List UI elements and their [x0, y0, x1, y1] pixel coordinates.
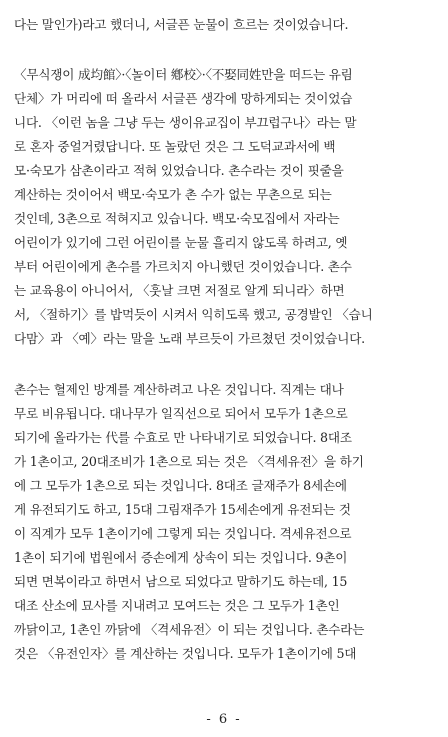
text-line: 다는 말인가)라고 했더니, 서글픈 눈물이 흐르는 것이었습니다.: [14, 17, 349, 32]
text-line: 로 혼자 중얼거렸답니다. 또 놀랐던 것은 그 도덕교과서에 백: [14, 139, 336, 154]
text-line: 것은 〈유전인자〉를 계산하는 것입니다. 모두가 1촌이기에 5대: [14, 646, 357, 661]
text-line: 에 그 모두가 1촌으로 되는 것입니다. 8대조 글재주가 8세손에: [14, 478, 347, 493]
text-line: 단체〉가 머리에 떠 올라서 서글픈 생각에 망하게되는 것이었습: [14, 91, 353, 106]
text-line: 〈무식쟁이 成均館〉·〈놀이터 鄕校〉·〈不娶同姓만을 떠드는 유림: [14, 67, 353, 82]
page-number: - 6 -: [206, 712, 242, 727]
text-line: 1촌이 되기에 법원에서 증손에게 상속이 되는 것입니다. 9촌이: [14, 550, 348, 565]
text-line: 까닭이고, 1촌인 까닭에 〈격세유전〉이 되는 것입니다. 촌수라는: [14, 622, 365, 637]
text-line: 서, 〈절하기〉를 밥먹듯이 시켜서 익히도록 했고, 공경발인 〈습니: [14, 307, 373, 322]
text-line: 대조 산소에 묘사를 지내려고 모여드는 것은 그 모두가 1촌인: [14, 598, 340, 613]
text-line: 는 교육용이 아니어서, 〈훗날 크면 저절로 알게 되니라〉하면: [14, 283, 345, 298]
text-line: 이 직계가 모두 1촌이기에 그렇게 되는 것입니다. 격세유전으로: [14, 526, 352, 541]
text-line: 게 유전되기도 하고, 15대 그림재주가 15세손에게 유전되는 것: [14, 502, 351, 517]
text-line: 무로 비유됩니다. 대나무가 일직선으로 되어서 모두가 1촌으로: [14, 406, 348, 421]
text-line: 되기에 올라가는 代를 수효로 만 나타내기로 되었습니다. 8대조: [14, 430, 352, 445]
text-line: 촌수는 혈제인 방계를 계산하려고 나온 것입니다. 직계는 대나: [14, 382, 344, 397]
text-line: 다맘〉과 〈예〉라는 말을 노래 부르듯이 가르쳤던 것이었습니다.: [14, 331, 365, 346]
text-line: 계산하는 것이어서 백모·숙모가 촌 수가 없는 무촌으로 되는: [14, 187, 332, 202]
text-line: 니다. 〈이런 놈을 그냥 두는 생이유교집이 부끄럽구나〉라는 말: [14, 115, 357, 130]
text-line: 가 1촌이고, 20대조비가 1촌으로 되는 것은 〈격세유전〉을 하기: [14, 454, 364, 469]
text-line: 것인데, 3촌으로 적혀지고 있습니다. 백모·숙모집에서 자라는: [14, 211, 340, 226]
text-line: 어린이가 있기에 그런 어린이를 눈물 흘리지 않도록 하려고, 옛: [14, 235, 348, 250]
text-line: 모·숙모가 삼촌이라고 적혀 있었습니다. 촌수라는 것이 핏줄을: [14, 163, 344, 178]
text-line: 부터 어린이에게 촌수를 가르치지 아니했던 것이었습니다. 촌수: [14, 259, 352, 274]
text-line: 되면 면복이라고 하면서 남으로 되었다고 말하기도 하는데, 15: [14, 574, 348, 589]
